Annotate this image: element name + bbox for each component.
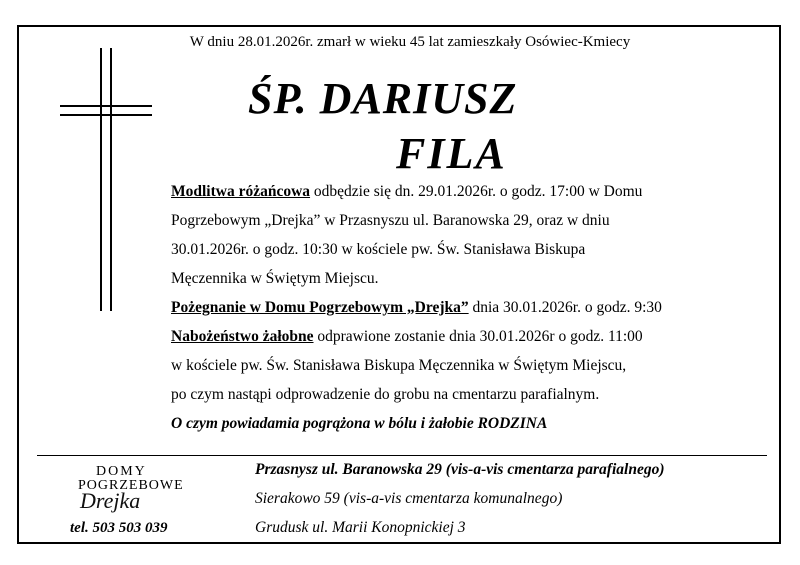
logo-line-pogrzebowe: POGRZEBOWE: [78, 478, 184, 493]
rosary-line-4: Męczennika w Świętym Miejscu.: [171, 270, 379, 287]
mass-line-3: po czym nastąpi odprowadzenie do grobu na cmentarzu parafialnym.: [171, 386, 600, 403]
rosary-line-3: 30.01.2026r. o godz. 10:30 w kościele pw. Św. Stanisława Biskupa: [171, 241, 586, 258]
mass-line-2: w kościele pw. Św. Stanisława Biskupa Męczennika w Świętym Miejscu,: [171, 357, 627, 374]
closing-line: O czym powiadamia pogrążona w bólu i żałobie RODZINA: [171, 415, 548, 432]
farewell-label: Pożegnanie w Domu Pogrzebowym „Drejka”: [171, 299, 469, 316]
address-item: Sierakowo 59 (vis-a-vis cmentarza komunalnego): [255, 490, 563, 507]
rosary-line-1: Modlitwa różańcowa odbędzie się dn. 29.01.2026r. o godz. 17:00 w Domu: [171, 183, 643, 200]
logo-line-drejka: Drejka: [80, 488, 141, 513]
address-item: Przasnysz ul. Baranowska 29 (vis-a-vis cmentarza parafialnego): [255, 461, 665, 478]
divider: [37, 455, 767, 456]
address-item: Grudusk ul. Marii Konopnickiej 3: [255, 519, 466, 536]
address-list: [255, 458, 665, 545]
mass-line-1: Nabożeństwo żałobne odprawione zostanie dnia 30.01.2026r o godz. 11:00: [171, 328, 643, 345]
mass-label: Nabożeństwo żałobne: [171, 328, 314, 345]
intro-text: W dniu 28.01.2026r. zmarł w wieku 45 lat zamieszkały Osówiec-Kmiecy: [189, 34, 631, 50]
farewell-line: Pożegnanie w Domu Pogrzebowym „Drejka” dnia 30.01.2026r. o godz. 9:30: [171, 299, 662, 316]
rosary-line-2: Pogrzebowym „Drejka” w Przasnyszu ul. Baranowska 29, oraz w dniu: [171, 212, 610, 229]
rosary-label: Modlitwa różańcowa: [171, 183, 311, 200]
announcement-body: [171, 180, 751, 441]
deceased-name-line2: FILA: [396, 129, 507, 178]
phone-number: tel. 503 503 039: [70, 520, 168, 536]
funeral-home-logo: [40, 460, 210, 540]
deceased-name-line1: ŚP. DARIUSZ: [248, 74, 518, 123]
logo-line-domy: DOMY: [96, 464, 147, 479]
